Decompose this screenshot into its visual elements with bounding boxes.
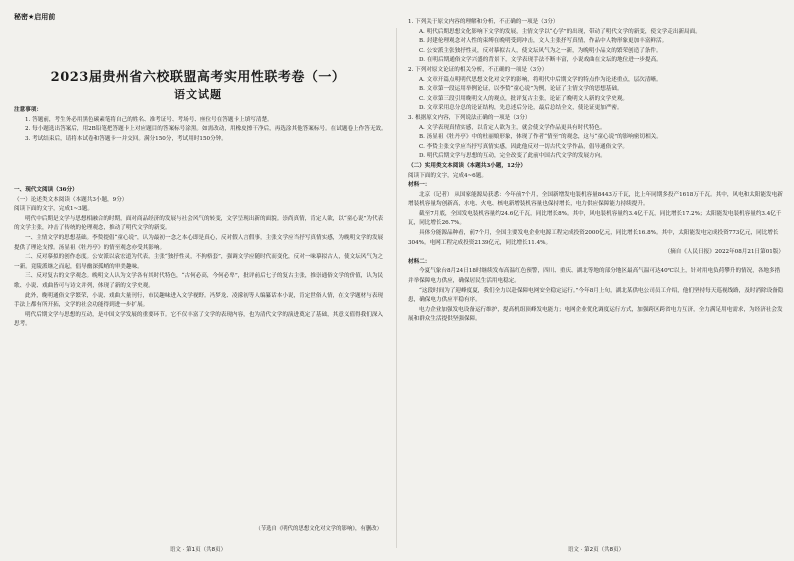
material-paragraph: 今夏气象台8月24日18时继续发布高温红色预警，四川、重庆、湖北等地的部分地区最高气温可达40℃以上，针对用电负荷攀升的情况，各地多措并举保障电力供应，确保居民生活用电稳定。 (408, 268, 781, 285)
section-heading: 一、现代文阅读（36分） (14, 187, 78, 193)
material-paragraph: 截至7月底，全国发电装机容量约24.6亿千瓦，同比增长8%。其中，风电装机容量约3.4亿千瓦，同比增长17.2%；太阳能发电装机容量约3.4亿千瓦，同比增长26.7%。 (408, 210, 782, 227)
exam-title: 2023届贵州省六校联盟高考实用性联考卷（一） (50, 70, 346, 85)
question-option: A. 明代后期思想文化影响下文学的发展，主情文学以“心学”的出现，带动了明代文学的新变，使文学走出新局面。 (419, 28, 701, 35)
notice-heading: 注意事项： (14, 107, 42, 113)
subject-title: 语文试题 (174, 88, 222, 101)
questions-section (408, 18, 784, 325)
question-option: B. 封建伦理观念对人性的束缚在晚明受到冲击，文人主张抒写真情，作品中人物形象更加丰富鲜活。 (419, 38, 668, 45)
question-option: A. 文章开篇点明明代思想文化对文学的影响，将明代中后期文学的特点作为论述重点，层次清晰。 (419, 76, 662, 83)
material-title: 材料一： (408, 182, 431, 189)
material-paragraph: 北京（记者） 从国家能源局获悉：今年前7个月，全国新增发电装机容量8443万千瓦，比上年同期多投产1618万千瓦。其中，风电和太阳能发电新增装机容量均创新高，水电、火电、核电新增装机容量也保持增长，电力供应保障能力持续提升。 (408, 191, 783, 208)
page-footer: 语文 · 第1页（共8页） (169, 547, 227, 553)
question-option: B. 汤显祖《牡丹亭》中的杜丽娘形象，体现了作者“情至”的观念，这与“童心说”的影响密切相关。 (419, 134, 662, 141)
passage-paragraph: 明代中后期是文学与思想相融合的时期，面对商品经济的发展与社会风气的转变，文学呈现出新的面貌。崇尚真情，肯定人欲，以“童心说”为代表的文学主张，冲击了传统的伦理观念，推动了明代文学的新变。 (14, 215, 384, 232)
material-paragraph: 电力企业加强发电设备运行维护，提高机组顶峰发电能力；电网企业优化调度运行方式，加强跨区跨省电力互济，全力满足用电需求，为经济社会发展和群众生活提供坚强保障。 (408, 306, 783, 323)
question-option: C. 文章第三段引用晚明文人的观点，批评复古主张，论证了晚明文人新的文学史观。 (419, 95, 629, 102)
question-option: C. 公安派主张独抒性灵，反对摹拟古人，使文坛风气为之一新，为晚明小品文的繁荣创造了条件。 (419, 47, 662, 54)
reading-section (14, 186, 388, 330)
right-page (398, 0, 794, 561)
material-paragraph: 具体分能源品种看，前7个月，全国主要发电企业电源工程完成投资2000亿元，同比增长16.8%。其中，太阳能发电完成投资773亿元，同比增长304%。电网工程完成投资2139亿元，同比增长11.4%。 (408, 230, 779, 246)
question-stem: 3. 根据原文内容，下列说法正确的一项是（3分） (408, 114, 531, 121)
passage-paragraph: 一、主情文学的思想基础。李贽提倡“童心说”，认为最初一念之本心即是真心，反对假人言假事，主张文学应当抒写真情实感，为晚明文学的发展提供了理论支撑。汤显祖《牡丹亭》的情至观念亦受其影响。 (14, 234, 384, 251)
passage-paragraph: 此外，晚明通俗文学繁荣，小说、戏曲大量刊行，市民趣味进入文学视野。冯梦龙、凌濛初等人编纂话本小说，肯定世俗人情，在文学题材与表现手法上都有所开拓，文学的社会功能得到进一步扩展。 (14, 292, 384, 309)
material-paragraph: “这段时间为了迎峰度夏，我们全力以赴保障电网安全稳定运行。”今年8月上旬，湖北某供电公司员工介绍，他们坚持每天巡视线路，及时消除设备隐患，确保电力供应平稳有序。 (408, 287, 784, 304)
passage-paragraph: 三、反对复古的文学观念。晚明文人认为文学各有其时代特色，“古何必高，今何必卑”，批评前后七子的复古主张，推崇通俗文学的价值，认为民歌、小说、戏曲皆可与诗文并列，体现了新的文学史观。 (14, 273, 384, 289)
subsection-heading: （一）论述类文本阅读（本题共3小题，9分） (14, 196, 128, 203)
passage-source: （节选自《明代的思想文化对文学的影响》，有删改） (255, 526, 382, 532)
left-page (0, 0, 396, 561)
passage-paragraph: 明代后期文学与思想的互动，是中国文学发展的重要环节。它不仅丰富了文学的表现内容，也为清代文学的演进奠定了基础，其意义值得我们深入思考。 (14, 311, 384, 328)
notice-item: 3. 考试结束后，请将本试卷和答题卡一并交回。满分150分，考试用时150分钟。 (25, 135, 227, 142)
material-title: 材料二： (408, 258, 431, 265)
question-option: B. 文章第一段运用举例论证，以李贽“童心说”为例，论证了主情文学的思想基础。 (419, 86, 623, 93)
secret-label: 秘密★启用前 (14, 13, 56, 21)
question-option: D. 在明后期通俗文学兴盛的背景下，文学表现手法不断丰富，小说戏曲在文坛的地位进一步提高。 (419, 57, 662, 64)
question-option: D. 明代后期文学与思想的互动，完全改变了此前中国古代文学的发展方向。 (419, 153, 606, 160)
page-divider (396, 28, 397, 548)
notice-section (14, 106, 388, 144)
question-option: A. 文学表现真情实感，以肯定人欲为主，就会使文学作品更具有时代特色。 (419, 124, 606, 131)
question-stem: 2. 下列对原文论证的相关分析，不正确的一项是（3分） (408, 66, 548, 73)
passage-paragraph: 二、反对摹拟的创作态度。公安派以袁宏道为代表，主张“独抒性灵，不拘格套”，强调文学应随时代而变化，反对一味摹拟古人，使文坛风气为之一新。竟陵派继之而起，倡导幽深孤峭的审美趣味。 (14, 254, 384, 270)
instruction-text: 阅读下面的文字，完成1~3题。 (14, 206, 93, 213)
question-option: C. 李贽主张文学应当抒写真情实感，因此他反对一切古代文学作品，倡导通俗文学。 (419, 143, 629, 150)
question-option: D. 文章采用总分总的论证结构，先总述后分论，最后总结全文，使论证更加严密。 (419, 105, 623, 112)
question-stem: 1. 下列关于原文内容的理解和分析，不正确的一项是（3分） (408, 19, 559, 25)
material-source: （摘自《人民日报》2022年08月21日第01版） (664, 249, 784, 256)
subsection-heading: （二）实用类文本阅读（本题共3小题，12分） (408, 162, 526, 169)
instruction-text: 阅读下面的文字，完成4~6题。 (408, 172, 487, 179)
notice-item: 1. 答题前，考生务必用黑色碳素笔将自己的姓名、准考证号、考场号、座位号在答题卡上填写清楚。 (25, 116, 273, 123)
page-footer: 语文 · 第2页（共8页） (567, 547, 625, 553)
notice-item: 2. 每小题选出答案后，用2B铅笔把答题卡上对应题目的答案标号涂黑。如需改动，用橡皮擦干净后，再选涂其他答案标号。在试题卷上作答无效。 (25, 126, 387, 133)
